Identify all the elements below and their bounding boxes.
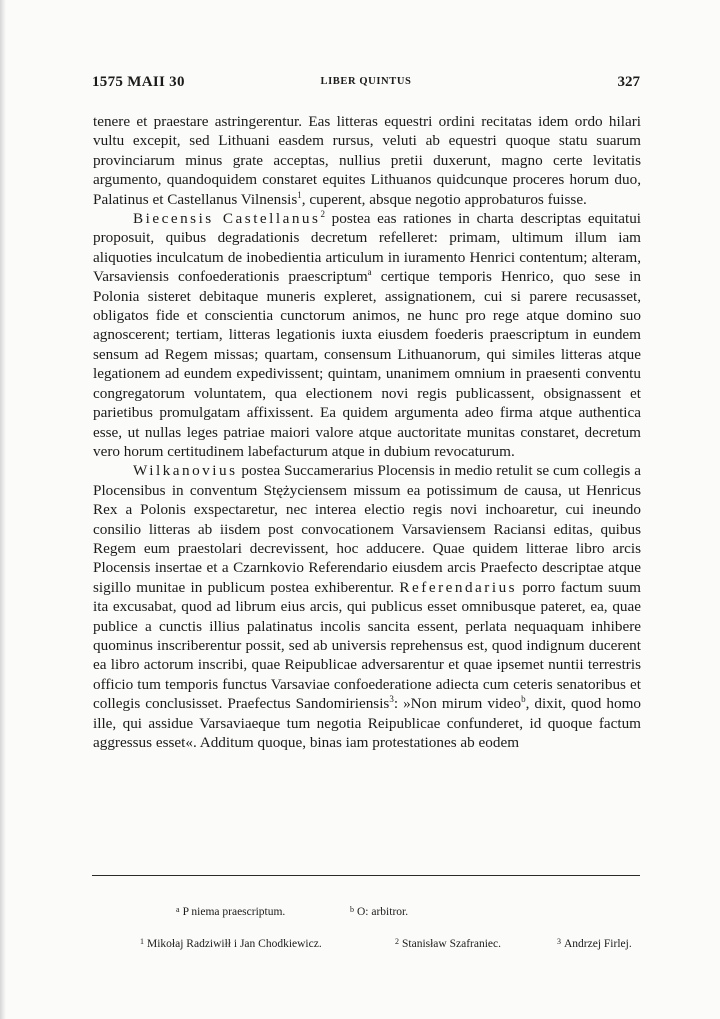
paragraph bbox=[93, 112, 641, 209]
footnote-1-mark: 1 bbox=[140, 937, 144, 946]
footnote-a-text: P niema praescriptum. bbox=[182, 906, 286, 918]
footnote-a-mark: a bbox=[176, 905, 180, 914]
text-run: postea Succamerarius Plocensis in medio retulit se cum collegis a Plocensibus in conventum Stężyciensem missum ea potissimum de causa, ut Henricus Rex a Polonis exspectaretur, nec interea electio regis novi inchoaretur, cui ineundo consilio litteras ab iisdem post convocationem Varsaviensem Raciansi editas, quibus Regem eum praestolari decrevissent, hoc adducere. Quae quidem litterae libro arcis Plocensis insertae et a Czarnkovio Referendario eiusdem arcis Praefecto descriptae atque sigillo munitae in publicum postea exhiberentur. bbox=[93, 462, 641, 596]
footnote-reference: 3 bbox=[389, 694, 394, 705]
header-title: LIBER QUINTUS bbox=[320, 76, 412, 87]
text-run: certique temporis Henrico, quo sese in Polonia sisteret debitaque muneris expleret, assignationem, cui si parere recusasset, obligatos fide et conscientia cunctorum animos, ne hunc pro rege atque domino suo agnoscerent; tertiam, litteras legationis iuxta eiusdem foederis praescriptum in eundem sensum ad Regem missas; quartam, consensum Lithuanorum, qui similes litteras atque legationem ad eundem expedivissent; quintam, unanimem omnium in praesenti conventu congregatorum voluntatem, qua electionem novi regis publicassent, obsignassent et parietibus promulgatam affixissent. Ea quidem argumenta adeo firma atque authentica esse, ut nullas leges patriae maiori valore atque auctoritate munitas constaret, decretum vero horum certitudinem labefacturum atque in dubium revocaturum. bbox=[93, 268, 641, 460]
paragraph bbox=[93, 461, 641, 752]
page-edge-shadow bbox=[0, 0, 6, 1019]
running-header bbox=[92, 74, 640, 96]
footnote-3-text: Andrzej Firlej. bbox=[564, 938, 632, 950]
spaced-name: Referendarius bbox=[399, 578, 518, 596]
footnote-rule bbox=[92, 875, 640, 876]
footnote-reference: b bbox=[521, 694, 526, 705]
footnote-a bbox=[176, 905, 285, 918]
footnote-2-mark: 2 bbox=[395, 937, 399, 946]
spaced-name: Biecensis Castellanus bbox=[133, 210, 321, 228]
page-number: 327 bbox=[617, 74, 640, 90]
spaced-name: Wilkanovius bbox=[133, 462, 238, 480]
text-run: postea eas rationes in charta descriptas equitatui proposuit, quibus degradationis decretum refelleret: primam, ultimum illum iam aliquoties inculcatum de inobedientia articulum in iuramento Henrici contentum; alteram, Varsaviensis confoederationis praescriptum bbox=[93, 210, 642, 286]
footnote-b-text: O: arbitror. bbox=[357, 906, 409, 918]
footnote-reference: 1 bbox=[297, 189, 302, 200]
text-run: tenere et praestare astringerentur. Eas litteras equestri ordini recitatas idem ordo hilari vultu excepit, sed Lithuani easdem rursus, veluti ab equestri quoque statu suarum provinciarum minus grate acceptas, nullius pretii duxerunt, magno certe levitatis argumento, quandoquidem constaret equites Lithuanos quidcunque proceres horum duo, Palatinus et Castellanus Vilnensis bbox=[93, 113, 641, 208]
footnote-3-mark: 3 bbox=[557, 937, 561, 946]
footnote-1-text: Mikołaj Radziwiłł i Jan Chodkiewicz. bbox=[147, 938, 322, 950]
footnote-2-text: Stanisław Szafraniec. bbox=[402, 938, 501, 950]
text-run: , cuperent, absque negotio approbaturos fuisse. bbox=[301, 190, 587, 208]
header-date: 1575 MAII 30 bbox=[92, 74, 185, 90]
footnote-reference: a bbox=[367, 267, 372, 278]
body-text bbox=[93, 112, 641, 752]
text-run: : »Non mirum video bbox=[393, 695, 522, 713]
paragraph bbox=[93, 209, 641, 461]
footnote-b bbox=[350, 905, 408, 918]
footnote-3 bbox=[557, 937, 632, 950]
text-run: , dixit, quod homo ille, qui assidue Varsaviaeque tum negotia Reipublicae confunderet, id quoque factum aggressus esset«. Additum quoque, binas iam protestationes ab eodem bbox=[93, 695, 641, 751]
footnote-b-mark: b bbox=[350, 905, 354, 914]
footnote-reference: 2 bbox=[320, 209, 325, 220]
text-run: porro factum suum ita excusabat, quod ad librum eius arcis, qui publicus esset omnibusque pateret, ea, quae publice a cunctis illius palatinatus incolis sancita essent, perlata nequaquam inhibere quominus inscriberentur possit, sed ab universis reprehensus est, quod indignum ducerent ea libro actorum inscribi, quae Reipublicae adversarentur et quae ipsemet nuntii terrestris officio tum temporis functus Varsaviae confoederatione adiecta cum ceteris senatoribus et collegis conclusisset. Praefectus Sandomiriensis bbox=[93, 578, 641, 713]
footnote-1 bbox=[140, 937, 322, 950]
footnote-2 bbox=[395, 937, 501, 950]
